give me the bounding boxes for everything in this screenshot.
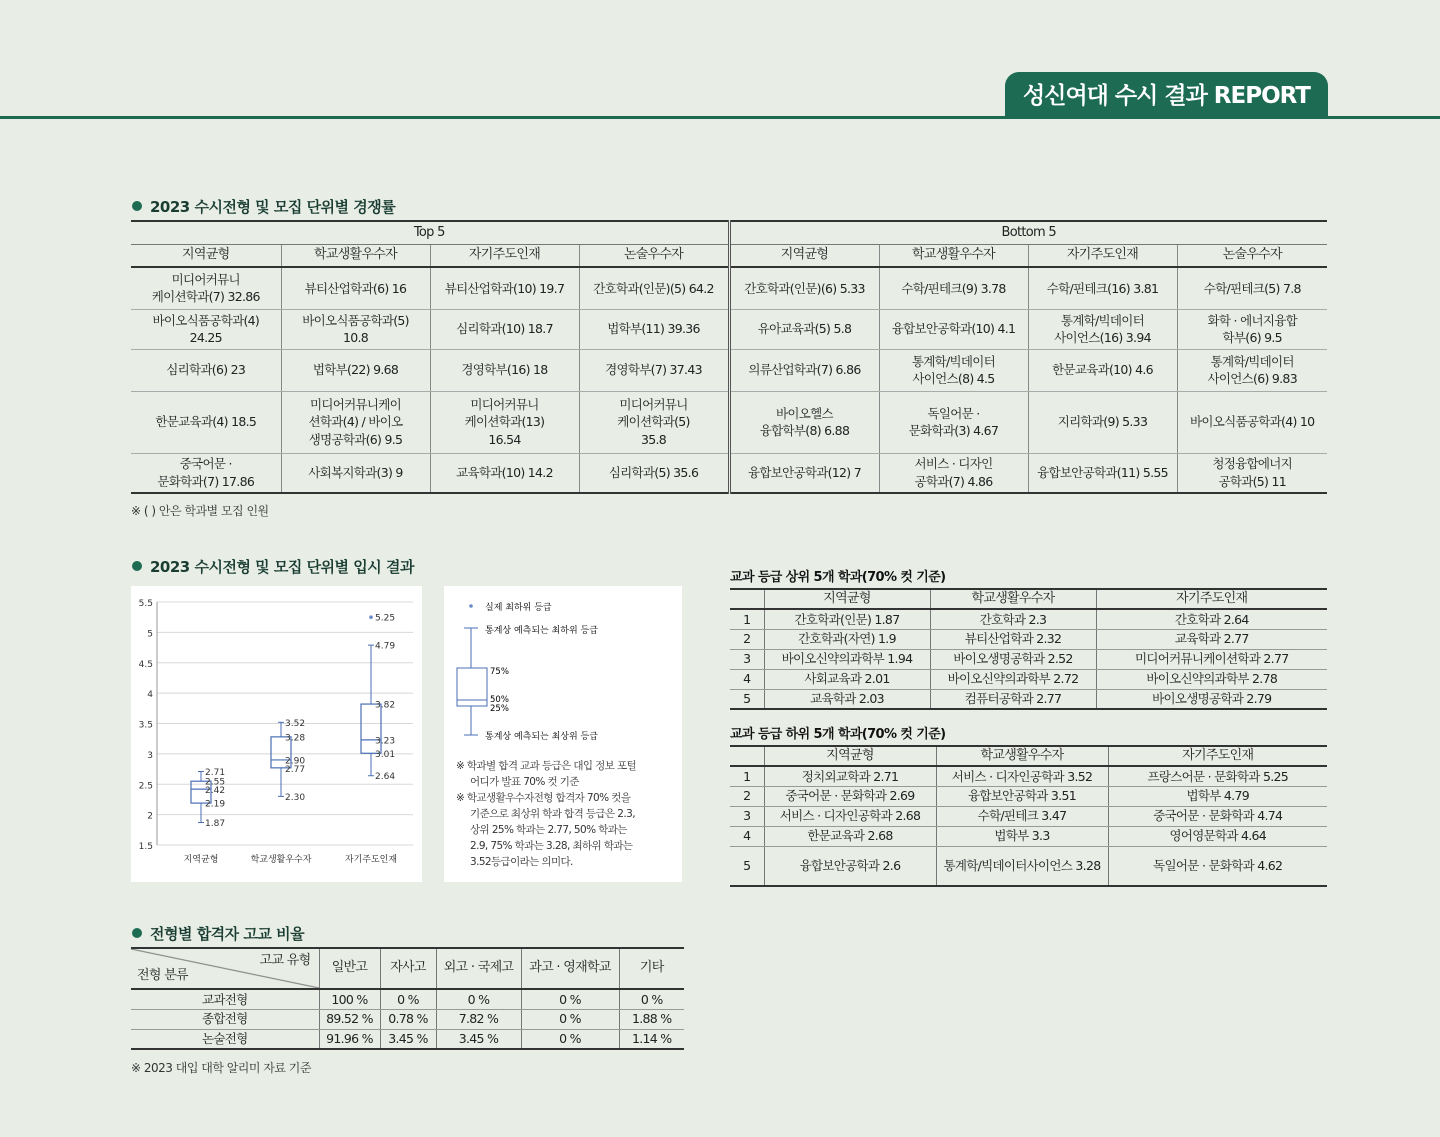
- y-tick-label: 4.5: [138, 659, 153, 670]
- table-cell: 간호학과(자연) 1.9: [764, 629, 930, 649]
- table-cell: 수학/핀테크(16) 3.81: [1028, 267, 1177, 309]
- table-cell: 교과전형: [131, 989, 319, 1009]
- y-tick-label: 3.5: [138, 720, 153, 731]
- table-row: [131, 309, 1327, 349]
- data-label: 3.23: [375, 736, 396, 747]
- table-cell: 화학 · 에너지융합 학부(6) 9.5: [1177, 309, 1327, 349]
- bullet-icon: [132, 561, 142, 571]
- table-row: [131, 453, 1327, 493]
- table-cell: 바이오신약의과학부 2.72: [930, 669, 1096, 689]
- table-cell: 심리학과(5) 35.6: [579, 453, 729, 493]
- table-cell: 사회교육과 2.01: [764, 669, 930, 689]
- table-cell: 수학/핀테크(9) 3.78: [879, 267, 1028, 309]
- table-cell: 의류산업학과(7) 6.86: [729, 349, 879, 391]
- y-tick-label: 2: [147, 811, 153, 822]
- table-cell: 뷰티산업학과(10) 19.7: [430, 267, 579, 309]
- table-cell: 법학부(22) 9.68: [281, 349, 430, 391]
- table-cell: 3.45 %: [380, 1029, 436, 1049]
- table-row: [730, 609, 1327, 629]
- y-tick-label: 5: [147, 629, 153, 640]
- section-title-competition: 2023 수시전형 및 모집 단위별 경쟁률: [132, 196, 395, 217]
- table-cell: 수학/핀테크 3.47: [936, 806, 1108, 826]
- y-tick-label: 3: [147, 750, 153, 761]
- table-corner-header: 고교 유형 전형 분류: [131, 948, 319, 989]
- data-label: 3.82: [375, 700, 396, 711]
- column-header: [730, 589, 764, 609]
- table-cell: 교육학과 2.03: [764, 689, 930, 709]
- table-cell: 7.82 %: [436, 1009, 521, 1029]
- table-cell: 융합보안공학과(12) 7: [729, 453, 879, 493]
- table-cell: 0 %: [521, 989, 619, 1009]
- table-cell: 바이오신약의과학부 2.78: [1096, 669, 1327, 689]
- table-cell: 통계학/빅데이터 사이언스(6) 9.83: [1177, 349, 1327, 391]
- table-cell: 서비스 · 디자인 공학과(7) 4.86: [879, 453, 1028, 493]
- group-top5: Top 5: [131, 221, 729, 244]
- table-cell: 미디어커뮤니 케이션학과(13) 16.54: [430, 391, 579, 453]
- column-header: 학교생활우수자: [936, 746, 1108, 766]
- table-cell: 1: [730, 609, 764, 629]
- legend-graphic: [444, 586, 682, 746]
- table-row: [730, 629, 1327, 649]
- bullet-icon: [132, 928, 142, 938]
- boxplot-legend-panel: [444, 586, 682, 882]
- school-ratio-note: ※ 2023 대입 대학 알리미 자료 기준: [131, 1061, 311, 1075]
- column-header: 지역균형: [729, 244, 879, 267]
- table-cell: 심리학과(6) 23: [131, 349, 281, 391]
- table-row: [730, 689, 1327, 709]
- table-cell: 서비스 · 디자인공학과 2.68: [764, 806, 936, 826]
- data-label: 2.42: [205, 786, 226, 797]
- table-row: [730, 806, 1327, 826]
- table-cell: 융합보안공학과 3.51: [936, 786, 1108, 806]
- column-header: 학교생활우수자: [281, 244, 430, 267]
- table-cell: 법학부(11) 39.36: [579, 309, 729, 349]
- table-cell: 융합보안공학과(11) 5.55: [1028, 453, 1177, 493]
- data-label: 2.90: [285, 756, 306, 767]
- column-header: 자기주도인재: [1028, 244, 1177, 267]
- table-cell: 간호학과(인문)(6) 5.33: [729, 267, 879, 309]
- data-label: 3.01: [375, 749, 396, 760]
- table-cell: 0 %: [521, 1029, 619, 1049]
- table-cell: 2: [730, 786, 764, 806]
- column-header: 지역균형: [131, 244, 281, 267]
- legend-item-median: 50%: [490, 695, 509, 705]
- table-cell: 중국어문 · 문화학과 4.74: [1108, 806, 1327, 826]
- table-cell: 한문교육과(10) 4.6: [1028, 349, 1177, 391]
- boxplot-chart: [131, 586, 422, 882]
- table-cell: 5: [730, 689, 764, 709]
- header-rule: [0, 116, 1440, 119]
- bottom5-table: [730, 745, 1327, 887]
- column-header: 자기주도인재: [1108, 746, 1327, 766]
- y-tick-label: 4: [147, 690, 153, 701]
- table-cell: 간호학과(인문) 1.87: [764, 609, 930, 629]
- table-cell: 융합보안공학과 2.6: [764, 846, 936, 886]
- top5-table: [730, 588, 1327, 710]
- table-cell: 미디어커뮤니케이 션학과(4) / 바이오 생명공학과(6) 9.5: [281, 391, 430, 453]
- table-cell: 미디어커뮤니케이션학과 2.77: [1096, 649, 1327, 669]
- table-cell: 지리학과(9) 5.33: [1028, 391, 1177, 453]
- table-cell: 바이오생명공학과 2.52: [930, 649, 1096, 669]
- table-cell: 3: [730, 806, 764, 826]
- table-cell: 중국어문 · 문화학과 2.69: [764, 786, 936, 806]
- column-header: 논술우수자: [1177, 244, 1327, 267]
- column-header: 자기주도인재: [430, 244, 579, 267]
- table-row: [730, 669, 1327, 689]
- table-cell: 미디어커뮤니 케이션학과(7) 32.86: [131, 267, 281, 309]
- table-row: [131, 1009, 684, 1029]
- column-header: 학교생활우수자: [930, 589, 1096, 609]
- table-cell: 통계학/빅데이터 사이언스(16) 3.94: [1028, 309, 1177, 349]
- table-cell: 프랑스어문 · 문화학과 5.25: [1108, 766, 1327, 786]
- table-row: [131, 349, 1327, 391]
- table-cell: 4: [730, 669, 764, 689]
- table-row: [131, 267, 1327, 309]
- column-header: 지역균형: [764, 746, 936, 766]
- bottom5-title: 교과 등급 하위 5개 학과(70% 컷 기준): [730, 727, 946, 742]
- table-cell: 청정융합에너지 공학과(5) 11: [1177, 453, 1327, 493]
- table-row: [730, 649, 1327, 669]
- table-row: [730, 826, 1327, 846]
- legend-item-max: 통계상 예측되는 최하위 등급: [485, 626, 598, 636]
- column-header: 학교생활우수자: [879, 244, 1028, 267]
- data-label: 2.64: [375, 772, 396, 783]
- table-cell: 독일어문 · 문화학과 4.62: [1108, 846, 1327, 886]
- data-label: 4.79: [375, 641, 396, 652]
- outlier-point: [369, 615, 373, 619]
- table-cell: 간호학과 2.3: [930, 609, 1096, 629]
- column-header: 지역균형: [764, 589, 930, 609]
- legend-item-q1: 25%: [490, 704, 509, 714]
- column-header: [730, 746, 764, 766]
- table-row: [730, 766, 1327, 786]
- table-cell: 독일어문 · 문화학과(3) 4.67: [879, 391, 1028, 453]
- table-cell: 수학/핀테크(5) 7.8: [1177, 267, 1327, 309]
- x-category-label: 학교생활우수자: [250, 855, 312, 865]
- y-tick-label: 5.5: [138, 599, 153, 609]
- table-cell: 미디어커뮤니 케이션학과(5) 35.8: [579, 391, 729, 453]
- table-row: [131, 391, 1327, 453]
- table-cell: 간호학과(인문)(5) 64.2: [579, 267, 729, 309]
- table-row: [131, 1029, 684, 1049]
- table-row: [730, 786, 1327, 806]
- table-cell: 0 %: [380, 989, 436, 1009]
- legend-notes: ※ 학과별 합격 교과 등급은 대입 정보 포털 어디가 발표 70% 컷 기준 ※ 학교생활우수자전형 합격자 70% 컷을 기준으로 최상위 학과 합격 등급은 2.3, 상위 25% 학과는 2.77, 50% 학과는 2.9, 75% 학과는 3.28, 최하위 학과는 3.52등급이라는 의미다.: [456, 760, 637, 868]
- report-title-banner: 성신여대 수시 결과 REPORT: [1005, 72, 1328, 118]
- table-cell: 바이오신약의과학부 1.94: [764, 649, 930, 669]
- table-cell: 정치외교학과 2.71: [764, 766, 936, 786]
- group-bottom5: Bottom 5: [729, 221, 1327, 244]
- top5-title: 교과 등급 상위 5개 학과(70% 컷 기준): [730, 570, 946, 585]
- table-cell: 심리학과(10) 18.7: [430, 309, 579, 349]
- legend-item-q3: 75%: [490, 667, 509, 677]
- table-cell: 융합보안공학과(10) 4.1: [879, 309, 1028, 349]
- table-cell: 0 %: [521, 1009, 619, 1029]
- competition-note: ※ ( ) 안은 학과별 모집 인원: [131, 504, 269, 518]
- table-cell: 1: [730, 766, 764, 786]
- column-header: 일반고: [319, 948, 380, 989]
- legend-item-min: 통계상 예측되는 최상위 등급: [485, 732, 598, 742]
- table-cell: 3.45 %: [436, 1029, 521, 1049]
- competition-table: [131, 220, 1327, 494]
- x-category-label: 지역균형: [183, 855, 219, 865]
- table-cell: 경영학부(16) 18: [430, 349, 579, 391]
- table-cell: 3: [730, 649, 764, 669]
- table-cell: 서비스 · 디자인공학과 3.52: [936, 766, 1108, 786]
- table-cell: 유아교육과(5) 5.8: [729, 309, 879, 349]
- y-tick-label: 2.5: [138, 781, 153, 792]
- table-cell: 0.78 %: [380, 1009, 436, 1029]
- legend-item-outlier: 실제 최하위 등급: [485, 603, 552, 613]
- table-cell: 법학부 3.3: [936, 826, 1108, 846]
- table-cell: 논술전형: [131, 1029, 319, 1049]
- data-label: 2.55: [205, 777, 226, 788]
- school-ratio-table: [131, 947, 684, 1050]
- data-label: 5.25: [375, 613, 396, 624]
- table-row: [131, 989, 684, 1009]
- data-label: 3.28: [285, 733, 306, 744]
- y-tick-label: 1.5: [138, 842, 153, 852]
- data-label: 2.77: [285, 764, 306, 775]
- table-cell: 바이오헬스 융합학부(8) 6.88: [729, 391, 879, 453]
- table-cell: 91.96 %: [319, 1029, 380, 1049]
- column-header: 논술우수자: [579, 244, 729, 267]
- column-header: 자기주도인재: [1096, 589, 1327, 609]
- data-label: 3.52: [285, 718, 306, 729]
- table-cell: 1.14 %: [619, 1029, 684, 1049]
- table-cell: 1.88 %: [619, 1009, 684, 1029]
- table-cell: 통계학/빅데이터 사이언스(8) 4.5: [879, 349, 1028, 391]
- table-cell: 법학부 4.79: [1108, 786, 1327, 806]
- table-row: [730, 846, 1327, 886]
- table-cell: 중국어문 · 문화학과(7) 17.86: [131, 453, 281, 493]
- table-cell: 4: [730, 826, 764, 846]
- table-cell: 뷰티산업학과 2.32: [930, 629, 1096, 649]
- table-cell: 0 %: [619, 989, 684, 1009]
- bullet-icon: [132, 201, 142, 211]
- boxplot-panel: [131, 586, 422, 882]
- column-header: 과고 · 영재학교: [521, 948, 619, 989]
- table-cell: 교육학과(10) 14.2: [430, 453, 579, 493]
- table-cell: 교육학과 2.77: [1096, 629, 1327, 649]
- table-cell: 바이오식품공학과(5) 10.8: [281, 309, 430, 349]
- column-header: 자사고: [380, 948, 436, 989]
- x-category-label: 자기주도인재: [344, 855, 398, 865]
- table-cell: 한문교육과 2.68: [764, 826, 936, 846]
- table-cell: 통계학/빅데이터사이언스 3.28: [936, 846, 1108, 886]
- column-header: 기타: [619, 948, 684, 989]
- column-header: 외고 · 국제고: [436, 948, 521, 989]
- section-title-school-ratio: 전형별 합격자 고교 비율: [132, 923, 304, 944]
- table-cell: 간호학과 2.64: [1096, 609, 1327, 629]
- table-cell: 89.52 %: [319, 1009, 380, 1029]
- table-cell: 한문교육과(4) 18.5: [131, 391, 281, 453]
- table-cell: 바이오생명공학과 2.79: [1096, 689, 1327, 709]
- table-cell: 2: [730, 629, 764, 649]
- data-label: 1.87: [205, 819, 226, 830]
- data-label: 2.19: [205, 799, 226, 810]
- table-cell: 컴퓨터공학과 2.77: [930, 689, 1096, 709]
- outlier-dot-icon: [469, 604, 473, 608]
- table-cell: 0 %: [436, 989, 521, 1009]
- table-cell: 바이오식품공학과(4) 24.25: [131, 309, 281, 349]
- table-cell: 100 %: [319, 989, 380, 1009]
- table-cell: 영어영문학과 4.64: [1108, 826, 1327, 846]
- table-cell: 바이오식품공학과(4) 10: [1177, 391, 1327, 453]
- table-cell: 종합전형: [131, 1009, 319, 1029]
- table-cell: 사회복지학과(3) 9: [281, 453, 430, 493]
- table-cell: 5: [730, 846, 764, 886]
- table-cell: 뷰티산업학과(6) 16: [281, 267, 430, 309]
- table-cell: 경영학부(7) 37.43: [579, 349, 729, 391]
- data-label: 2.30: [285, 792, 306, 803]
- section-title-results: 2023 수시전형 및 모집 단위별 입시 결과: [132, 556, 414, 577]
- data-label: 2.71: [205, 767, 226, 778]
